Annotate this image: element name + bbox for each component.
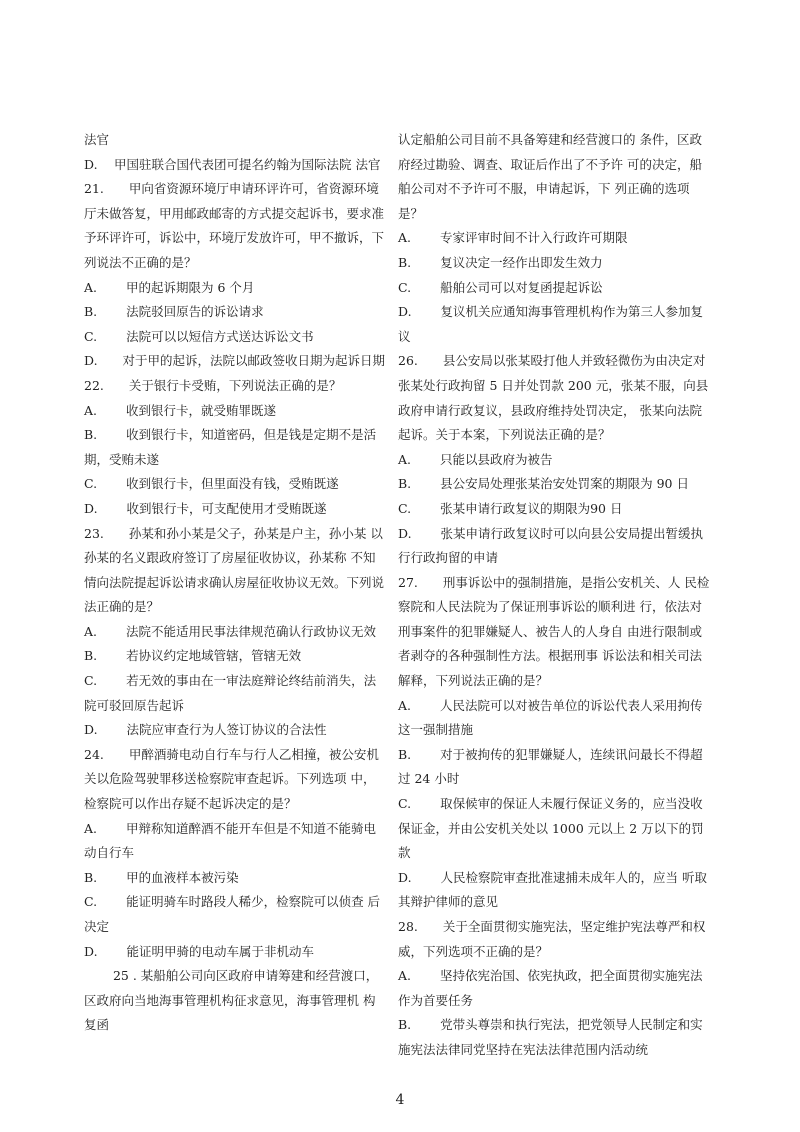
question-22: 22. 关于银行卡受贿，下列说法正确的是？	[84, 377, 342, 393]
option-a: A. 法院不能适用民事法律规范确认行政协议无效	[84, 623, 376, 639]
paragraph: 法官	[84, 132, 110, 147]
option-d: D. 收到银行卡，可支配使用才受贿既遂	[84, 500, 327, 516]
question-24: 24. 甲醉酒骑电动自行车与行人乙相撞，被公安机关以危险驾驶罪移送检察院审查起诉。下列选项 中，检察院可以作出存疑不起诉决定的是？	[84, 746, 379, 812]
option-d: D. 张某申请行政复议时可以向县公安局提出暂缓执行行政拘留的申请	[398, 525, 704, 566]
question-23: 23. 孙某和孙小某是父子，孙某是户主，孙小某 以孙某的名义跟政府签订了房屋征收协议，孙某称 不知情向法院提起诉讼请求确认房屋征收协议无效。下列说法正确的是？	[84, 525, 385, 615]
option-c: C. 法院可以以短信方式送达诉讼文书	[84, 328, 314, 344]
option-c: C. 若无效的事由在一审法庭辩论终结前消失，法院可驳回原告起诉	[84, 673, 377, 713]
option-d: D. 人民检察院审查批准逮捕未成年人的，应当 听取其辩护律师的意见	[398, 869, 707, 910]
option-a: A. 坚持依宪治国、依宪执政，把全面贯彻实施宪法作为首要任务	[398, 968, 703, 1008]
option-d: D. 甲国驻联合国代表团可提名约翰为国际法院 法官	[84, 156, 381, 172]
option-a: A. 甲的起诉期限为 6 个月	[84, 279, 255, 295]
option-b: B. 党带头尊崇和执行宪法，把党领导人民制定和实施宪法法律同党坚持在宪法法律范围内活动统	[398, 1017, 703, 1057]
question-27: 27. 刑事诉讼中的强制措施，是指公安机关、人 民检察院和人民法院为了保证刑事诉讼的顺利进 行，依法对刑事案件的犯罪嫌疑人、被告人的人身自 由进行限制或者剥夺的各种强制性方法。根据刑事 诉讼法和相关司法解释，下列说法正确的是？	[398, 574, 710, 689]
option-b: B. 法院驳回原告的诉讼请求	[84, 304, 264, 320]
option-d: D. 复议机关应通知海事管理机构作为第三人参加复议	[398, 304, 704, 344]
option-b: B. 若协议约定地域管辖，管辖无效	[84, 648, 302, 664]
option-d: D. 法院应审查行为人签订协议的合法性	[84, 722, 327, 738]
option-a: A. 人民法院可以对被告单位的诉讼代表人采用拘传这一强制措施	[398, 697, 703, 738]
option-d: D. 能证明甲骑的电动车属于非机动车	[84, 943, 315, 959]
question-25: 25 . 某船舶公司向区政府申请筹建和经营渡口，区政府向当地海事管理机构征求意见，海事管理机 构复函	[84, 968, 379, 1033]
option-c: C. 取保候审的保证人未履行保证义务的，应当没收保证金，并由公安机关处以 1000 元以上 2 万以下的罚款	[398, 796, 704, 861]
option-a: A. 收到银行卡，就受贿罪既遂	[84, 402, 276, 418]
option-c: C. 收到银行卡，但里面没有钱，受贿既遂	[84, 476, 339, 492]
question-26: 26. 县公安局以张某殴打他人并致轻微伤为由决定对张某处行政拘留 5 日并处罚款 200 元，张某不服，向县政府申请行政复议，县政府维持处罚决定， 张某向法院起诉。关于本案，下列说法正确的是？	[398, 353, 709, 443]
option-c: C. 能证明骑车时路段人稀少，检察院可以侦查 后决定	[84, 894, 381, 934]
question-28: 28. 关于全面贯彻实施宪法，坚定维护宪法尊严和权威，下列选项不正确的是？	[398, 919, 706, 959]
question-25-continued: 认定船舶公司目前不具备筹建和经营渡口的 条件，区政府经过勘验、调查、取证后作出了不予许 可的决定，船舶公司对不予许可不服，申请起诉，下 列正确的选项是？	[398, 132, 702, 221]
option-c: C. 船舶公司可以对复函提起诉讼	[398, 279, 603, 295]
page-number: 4	[395, 1092, 405, 1108]
option-a: A. 专家评审时间不计入行政许可期限	[398, 230, 628, 246]
option-b: B. 复议决定一经作出即发生效力	[398, 254, 603, 270]
option-a: A. 只能以县政府为被告	[398, 451, 553, 467]
option-c: C. 张某申请行政复议的期限为90 日	[398, 500, 623, 516]
right-column	[398, 128, 710, 1063]
option-b: B. 对于被拘传的犯罪嫌疑人，连续讯问最长不得超过 24 小时	[398, 746, 703, 787]
option-b: B. 收到银行卡，知道密码，但是钱是定期不是活期，受贿未遂	[84, 427, 377, 467]
option-d: D. 对于甲的起诉，法院以邮政签收日期为起诉日期	[84, 353, 386, 369]
option-a: A. 甲辩称知道醉酒不能开车但是不知道不能骑电动自行车	[84, 820, 376, 861]
option-b: B. 甲的血液样本被污染	[84, 869, 239, 885]
question-21: 21. 甲向省资源环境厅申请环评许可，省资源环境厅未做答复，甲用邮政邮寄的方式提交起诉书，要求准予环评许可，诉讼中，环境厅发放许可，甲不撤诉，下列说法不正确的是？	[84, 181, 385, 270]
left-column	[84, 128, 386, 1038]
option-b: B. 县公安局处理张某治安处罚案的期限为 90 日	[398, 476, 689, 492]
